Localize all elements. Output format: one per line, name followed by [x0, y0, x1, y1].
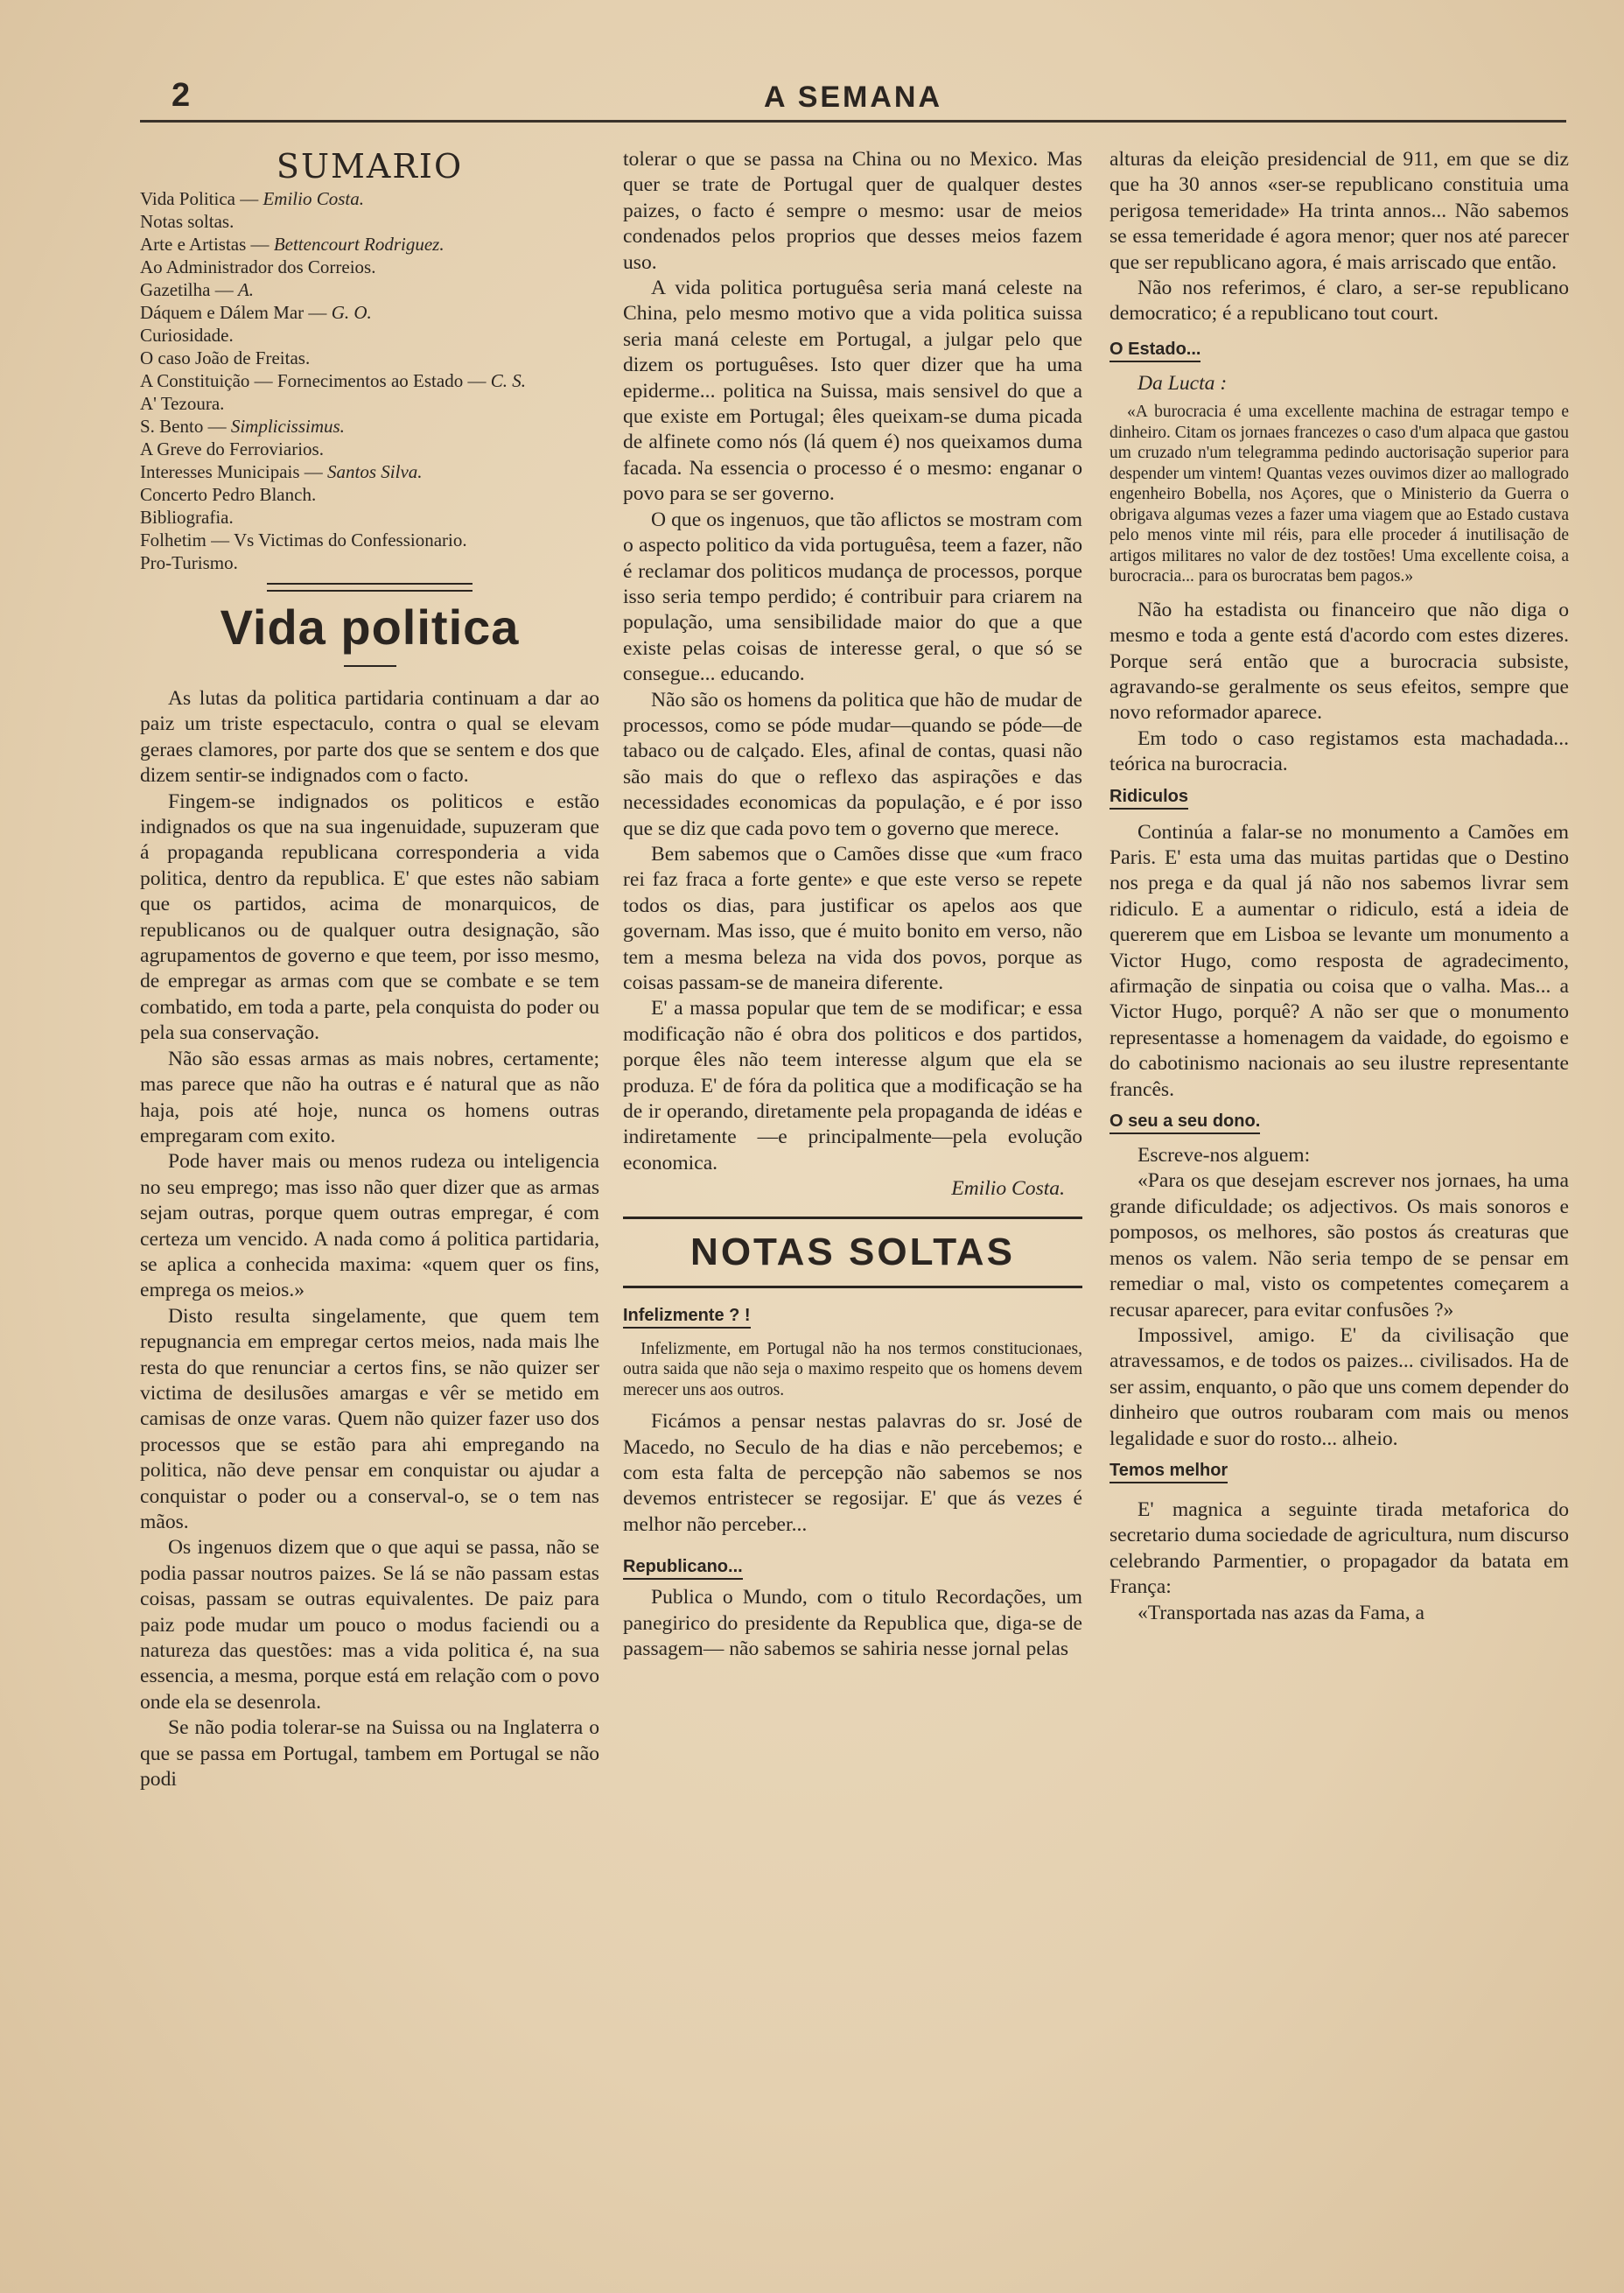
page-header: [140, 77, 1566, 121]
notas-title: NOTAS SOLTAS: [690, 1230, 1015, 1273]
column-1: [140, 147, 599, 1792]
sumario-item-author: Emilio Costa.: [262, 188, 364, 209]
paragraph: Escreve-nos alguem:: [1138, 1144, 1311, 1168]
section-heading: Infelizmente ? !: [623, 1306, 751, 1329]
article-paragraph: tolerar o que se passa na China ou no Mexico. Mas quer se trate de Portugal quer de qualquer destes paizes, o facto é sempre o mesmo: usar de meios condenados pelos proprios que desses meios fazem uso.: [623, 148, 1082, 274]
sumario-item: [140, 506, 599, 529]
paragraph: Ficámos a pensar nestas palavras do sr. José de Macedo, no Seculo de ha dias e não percebemos; e com esta falta de percepção não sabemos se nos devemos entristecer se regosijar. E' que ás vezes é melhor não perceber...: [623, 1410, 1082, 1536]
paragraph: alturas da eleição presidencial de 911, em que se diz que ha 30 annos «ser-se republicano constituia uma perigosa temeridade» Ha trinta annos... Não sabemos se essa temeridade é agora menor; quer nos até parecer que ser republicano agora, é mais arriscado que então.: [1110, 148, 1569, 274]
sumario-item: [140, 551, 599, 574]
sumario-item-text: Notas soltas.: [140, 211, 234, 232]
sumario-item-text: Folhetim — Vs Victimas do Confessionario.: [140, 529, 467, 550]
sumario-item: [140, 187, 599, 210]
article-paragraph: A vida politica portuguêsa seria maná celeste na China, pelo mesmo motivo que a vida politica suissa seria maná celeste em Portugal, a julgar pelo que dizem os portuguêses. Isto quer dizer que ha uma epiderme... politica na Suissa, mais sensivel do que a que existe em Portugal; êles queixam-se duma picada de alfinete como nós (lá quem é) nos queixamos duma facada. Na essencia o processo é o mesmo: enganar o povo para se ser governo.: [623, 277, 1082, 506]
sumario-item-text: A' Tezoura.: [140, 393, 225, 414]
article-paragraph: Não são essas armas as mais nobres, certamente; mas parece que não ha outras e é natural que as não haja, pois até hoje, nunca os homens outras empregaram com exito.: [140, 1047, 599, 1147]
sumario-title: SUMARIO: [276, 147, 464, 186]
section-heading: Republicano...: [623, 1557, 743, 1580]
sumario-item: [140, 301, 599, 324]
quote: «A burocracia é uma excellente machina de estragar tempo e dinheiro. Citam os jornaes francezes o caso d'um alpaca que gastou um cruzado n'um telegramma pedindo auctorisação superior para despender um vintem! Quantas vezes ouvimos dizer ao mallogrado engenheiro Bobella, nos Açores, que o Ministerio da Guerra o obrigava algumas vezes a fazer uma viagem que ao Estado custava pelo menos vinte mil réis, para elle proceder á inutilisação de artigos militares no valor de dez tostões! Uma excellente coisa, a burocracia... para os burocratas bem pagos.»: [1110, 403, 1569, 586]
paragraph: «Transportada nas azas da Fama, a: [1138, 1601, 1425, 1624]
section-heading: Ridiculos: [1110, 787, 1188, 810]
article-paragraph: Disto resulta singelamente, que quem tem repugnancia em empregar certos meios, nada mais lhe resta do que renunciar a certos fins, se não quizer ser victima de desilusões amargas e vêr se metido em camisas de onze varas. Quem não quizer fazer uso dos processos que se estão para ahi empregando na politica, não deve pensar em conquistar ou ajudar a conquistar o poder ou a conserval-o, se o tem nas mãos.: [140, 1304, 599, 1533]
sumario-item-author: Bettencourt Rodriguez.: [273, 234, 444, 255]
article-paragraph: As lutas da politica partidaria continuam a dar ao paiz um triste espectaculo, contra o qual se elevam geraes clamores, por parte dos que se sentem e dos que dizem sentir-se indignados com o facto.: [140, 687, 599, 788]
sumario-item-text: Dáquem e Dálem Mar —: [140, 302, 332, 323]
sumario-item-text: Bibliografia.: [140, 507, 234, 528]
article-paragraph: Se não podia tolerar-se na Suissa ou na Inglaterra o que se passa em Portugal, tambem em Portugal se não podi: [140, 1716, 599, 1792]
paragraph: Publica o Mundo, com o titulo Recordações, um panegirico do presidente da Republica que, diga-se de passagem— não sabemos se sahiria nesse jornal pelas: [623, 1586, 1082, 1660]
page-number: 2: [172, 77, 191, 114]
sumario-item: [140, 483, 599, 506]
sumario-item-text: Concerto Pedro Blanch.: [140, 484, 317, 505]
article-paragraph: Os ingenuos dizem que o que aqui se passa, não se podia passar noutros paizes. Se lá se não passam estas coisas, passam se outras equivalentes. De paiz para paiz pode mudar um pouco o modus faciendi ou a natureza das questões: mas a vida politica é, na sua essencia, a mesma, porque está em relação com o povo onde ela se desenrola.: [140, 1536, 599, 1714]
sumario-item: [140, 460, 599, 483]
sumario-item-text: A Greve do Ferroviarios.: [140, 438, 324, 459]
sumario: [140, 147, 599, 574]
sumario-item-text: Curiosidade.: [140, 325, 234, 346]
sumario-list: [140, 187, 599, 574]
divider: [623, 1217, 1082, 1219]
sumario-item-author: Santos Silva.: [327, 461, 423, 482]
sumario-item: [140, 278, 599, 301]
article-paragraph: Bem sabemos que o Camões disse que «um fraco rei faz fraca a forte gente» e que este verso se repete todos os dias, para justificar os apelos aos que governam. Mas isso, que é muito bonito em verso, não tem a mesma beleza na vida dos povos, porque as coisas passam-se de maneira diferente.: [623, 842, 1082, 994]
article-paragraph: Não são os homens da politica que hão de mudar de processos, como se póde mudar—quando se póde—de tabaco ou de calçado. Eles, afinal de contas, quasi não são mais do que o reflexo das aspirações e das necessidades economicas da população, e é por isso que se diz que cada povo tem o governo que merece.: [623, 688, 1082, 840]
sumario-item: [140, 415, 599, 438]
sumario-item-author: A.: [237, 279, 255, 300]
section-heading: O seu a seu dono.: [1110, 1111, 1260, 1134]
quote: Infelizmente, em Portugal não ha nos termos constitucionaes, outra saida que não seja o maximo respeito que os homens devem merecer uns aos outros.: [623, 1339, 1082, 1399]
paragraph: «Para os que desejam escrever nos jornaes, ha uma grande dificuldade; os adjectivos. Os mais sonoros e pomposos, os melhores, são postos ás creaturas que menos os valem. Não seria tempo de se pensar em remediar o mal, visto os competentes começarem a recusar aparecer, para evitar confusões ?»: [1110, 1169, 1569, 1322]
sumario-item: [140, 369, 599, 392]
paragraph: Não ha estadista ou financeiro que não diga o mesmo e toda a gente está d'acordo com estes dizeres. Porque será então que a burocracia subsiste, agravando-se geralmente os seus efeitos, sempre que novo reformador aparece.: [1110, 598, 1569, 725]
sumario-item-text: O caso João de Freitas.: [140, 347, 311, 368]
sumario-item-text: Pro-Turismo.: [140, 552, 238, 573]
sumario-item: [140, 233, 599, 256]
article-signature: Emilio Costa.: [951, 1177, 1065, 1201]
sumario-item: [140, 324, 599, 347]
sumario-item: [140, 392, 599, 415]
paragraph: Impossivel, amigo. E' da civilisação que atravessamos, e de todos os paizes... civilisados. Ha de ser assim, enquanto, o pão que uns comem depender do dinheiro que outros roubaram com mais ou menos legalidade e suor do rosto... alheio.: [1110, 1323, 1569, 1450]
article-paragraph: O que os ingenuos, que tão aflictos se mostram com o aspecto politico da vida portuguêsa, teem a fazer, não é reclamar dos politicos mudança de processos, porque isso seria tempo perdido; é contribuir para criarem na população, uma sensibilidade maior do que a que existe pelas coisas de interesse geral, o que só se consegue... educando.: [623, 508, 1082, 686]
sumario-item: [140, 347, 599, 369]
header-rule: [140, 120, 1566, 123]
sumario-item-text: Vida Politica —: [140, 188, 263, 209]
sumario-item-text: S. Bento —: [140, 416, 231, 437]
column-3: [1110, 147, 1569, 1626]
paragraph: E' magnica a seguinte tirada metaforica do secretario duma sociedade de agricultura, num discurso celebrando Parmentier, o propagador da batata em França:: [1110, 1497, 1569, 1599]
paragraph: Não nos referimos, é claro, a ser-se republicano democratico; é a republicano tout court.: [1110, 277, 1569, 326]
sumario-item-author: Simplicissimus.: [230, 416, 345, 437]
sumario-item: [140, 438, 599, 460]
sumario-item-text: Arte e Artistas —: [140, 234, 274, 255]
paragraph: Em todo o caso registamos esta machadada... teórica na burocracia.: [1110, 726, 1569, 776]
column-2: [623, 147, 1082, 1662]
masthead: A SEMANA: [763, 81, 943, 114]
sumario-item: [140, 210, 599, 233]
paragraph: Continúa a falar-se no monumento a Camões em Paris. E' esta uma das muitas partidas que o Destino nos prega e da qual já não nos sabemos livrar sem ridiculo. E a aumentar o ridiculo, está a ideia de quererem que em Lisboa se levante um monumento a Victor Hugo, como resposta de agradecimento, afirmação de sinpatia ou coisa que o valha. Mas... a Victor Hugo, porquê? A não ser que o monumento representasse a homenagem da vaidade, do egoismo e do cabotinismo nacionais ao seu ilustre representante francês.: [1110, 820, 1569, 1101]
section-heading: O Estado...: [1110, 340, 1200, 362]
sumario-item: [140, 529, 599, 551]
article-paragraph: E' a massa popular que tem de se modificar; e essa modificação não é obra dos politicos e dos partidos, porque êles não teem interesse algum que ela se produza. E' de fóra da politica que a modificação se ha de ir operando, diretamente pela propaganda de idéas e indiretamente —e principalmente—pela evolução economica.: [623, 997, 1082, 1175]
divider: [267, 583, 472, 592]
sumario-item-text: Ao Administrador dos Correios.: [140, 256, 376, 277]
sumario-item-author: G. O.: [331, 302, 372, 323]
sumario-item-author: C. S.: [490, 370, 526, 391]
sumario-item-text: Interesses Municipais —: [140, 461, 328, 482]
source-line: Da Lucta :: [1138, 371, 1228, 395]
sumario-item: [140, 256, 599, 278]
section-heading: Temos melhor: [1110, 1461, 1228, 1483]
article-paragraph: Pode haver mais ou menos rudeza ou inteligencia no seu emprego; mas isso não quer dizer que as armas sejam outras, porque quem outras empregar, é com certeza um vencido. A nada como á politica partidaria, se aplica a conhecida maxima: «quem quer os fins, emprega os meios.»: [140, 1150, 599, 1302]
article-title: Vida politica: [220, 600, 520, 655]
sumario-item-text: Gazetilha —: [140, 279, 238, 300]
sumario-item-text: A Constituição — Fornecimentos ao Estado —: [140, 370, 491, 391]
divider: [623, 1286, 1082, 1288]
article-paragraph: Fingem-se indignados os politicos e estão indignados os que na sua ingenuidade, supuzeram que á propaganda republicana corresponderia a vida politica, dentro da republica. E' que estes não sabiam que os partidos, acima de monarquicos, de republicanos ou de qualquer outra designação, são agrupamentos de governo e que teem, por isso mesmo, de empregar as armas com que se combate e se tem combatido, em toda a parte, pela conquista do poder ou pela sua conservação.: [140, 789, 599, 1045]
divider: [344, 665, 396, 667]
